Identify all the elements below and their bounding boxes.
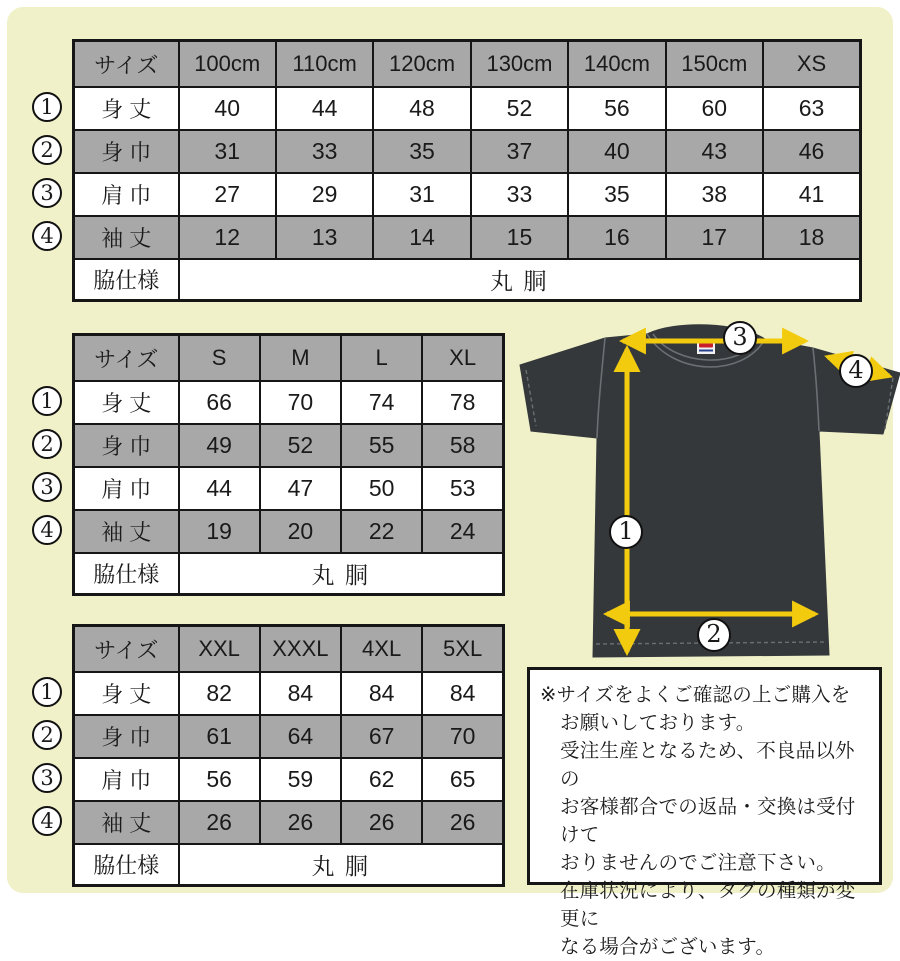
size-value-cell: 35 bbox=[568, 173, 665, 216]
size-value-cell: 56 bbox=[179, 758, 260, 801]
column-header: 120cm bbox=[373, 41, 470, 88]
size-header: サイズ bbox=[74, 626, 179, 673]
column-header: 140cm bbox=[568, 41, 665, 88]
row-label: 身 丈 bbox=[74, 672, 179, 715]
size-value-cell: 24 bbox=[422, 510, 503, 553]
size-value-cell: 13 bbox=[276, 216, 373, 259]
measure-marker-1: 1 bbox=[32, 386, 62, 416]
footer-value: 丸 胴 bbox=[179, 259, 861, 300]
measure-marker-1: 1 bbox=[32, 92, 62, 122]
size-value-cell: 40 bbox=[568, 130, 665, 173]
row-label: 身 巾 bbox=[74, 130, 179, 173]
size-value-cell: 49 bbox=[179, 424, 260, 467]
size-value-cell: 15 bbox=[471, 216, 568, 259]
measure-marker-3: 3 bbox=[32, 763, 62, 793]
column-header: L bbox=[341, 335, 422, 382]
size-value-cell: 63 bbox=[763, 87, 860, 130]
row-label: 袖 丈 bbox=[74, 216, 179, 259]
size-value-cell: 38 bbox=[666, 173, 763, 216]
footer-label: 脇仕様 bbox=[74, 259, 179, 300]
footer-value: 丸 胴 bbox=[179, 553, 504, 594]
size-value-cell: 14 bbox=[373, 216, 470, 259]
note-line: お客様都合での返品・交換は受付けて bbox=[560, 796, 856, 846]
column-header: XL bbox=[422, 335, 503, 382]
column-header: S bbox=[179, 335, 260, 382]
size-value-cell: 55 bbox=[341, 424, 422, 467]
note-line: なる場合がございます。 bbox=[560, 936, 776, 958]
size-value-cell: 44 bbox=[179, 467, 260, 510]
size-value-cell: 33 bbox=[276, 130, 373, 173]
size-value-cell: 82 bbox=[179, 672, 260, 715]
footer-label: 脇仕様 bbox=[74, 553, 179, 594]
size-value-cell: 84 bbox=[341, 672, 422, 715]
size-value-cell: 52 bbox=[471, 87, 568, 130]
size-value-cell: 62 bbox=[341, 758, 422, 801]
size-value-cell: 60 bbox=[666, 87, 763, 130]
size-value-cell: 46 bbox=[763, 130, 860, 173]
column-header: 110cm bbox=[276, 41, 373, 88]
size-value-cell: 33 bbox=[471, 173, 568, 216]
row-label: 肩 巾 bbox=[74, 758, 179, 801]
size-value-cell: 26 bbox=[341, 801, 422, 844]
diagram-marker-4: 4 bbox=[839, 354, 873, 388]
size-value-cell: 70 bbox=[260, 381, 341, 424]
size-value-cell: 65 bbox=[422, 758, 503, 801]
column-header: M bbox=[260, 335, 341, 382]
size-value-cell: 20 bbox=[260, 510, 341, 553]
note-line: 受注生産となるため、不良品以外の bbox=[560, 740, 855, 790]
diagram-marker-2: 2 bbox=[697, 618, 731, 652]
size-value-cell: 66 bbox=[179, 381, 260, 424]
footer-value: 丸 胴 bbox=[179, 844, 504, 885]
measure-marker-4: 4 bbox=[32, 221, 62, 251]
size-value-cell: 40 bbox=[179, 87, 276, 130]
size-value-cell: 26 bbox=[422, 801, 503, 844]
size-value-cell: 58 bbox=[422, 424, 503, 467]
size-header: サイズ bbox=[74, 41, 179, 88]
size-value-cell: 26 bbox=[260, 801, 341, 844]
size-value-cell: 56 bbox=[568, 87, 665, 130]
measure-marker-3: 3 bbox=[32, 178, 62, 208]
size-value-cell: 29 bbox=[276, 173, 373, 216]
row-label: 身 巾 bbox=[74, 715, 179, 758]
diagram-marker-3: 3 bbox=[723, 321, 757, 355]
size-value-cell: 41 bbox=[763, 173, 860, 216]
size-value-cell: 22 bbox=[341, 510, 422, 553]
row-label: 身 巾 bbox=[74, 424, 179, 467]
size-value-cell: 52 bbox=[260, 424, 341, 467]
size-value-cell: 48 bbox=[373, 87, 470, 130]
size-value-cell: 47 bbox=[260, 467, 341, 510]
size-value-cell: 31 bbox=[373, 173, 470, 216]
size-chart-infographic bbox=[7, 7, 893, 958]
size-value-cell: 12 bbox=[179, 216, 276, 259]
size-value-cell: 17 bbox=[666, 216, 763, 259]
measure-marker-2: 2 bbox=[32, 135, 62, 165]
size-value-cell: 16 bbox=[568, 216, 665, 259]
row-label: 袖 丈 bbox=[74, 801, 179, 844]
size-value-cell: 59 bbox=[260, 758, 341, 801]
row-label: 身 丈 bbox=[74, 87, 179, 130]
column-header: XS bbox=[763, 41, 860, 88]
row-label: 肩 巾 bbox=[74, 173, 179, 216]
size-value-cell: 19 bbox=[179, 510, 260, 553]
column-header: XXL bbox=[179, 626, 260, 673]
row-label: 身 丈 bbox=[74, 381, 179, 424]
note-line: 在庫状況により、タグの種類が変更に bbox=[560, 880, 856, 930]
measure-marker-3: 3 bbox=[32, 472, 62, 502]
size-value-cell: 61 bbox=[179, 715, 260, 758]
size-value-cell: 67 bbox=[341, 715, 422, 758]
measure-marker-2: 2 bbox=[32, 429, 62, 459]
size-value-cell: 84 bbox=[260, 672, 341, 715]
note-line: おりませんのでご注意下さい。 bbox=[560, 852, 836, 874]
size-value-cell: 43 bbox=[666, 130, 763, 173]
size-value-cell: 44 bbox=[276, 87, 373, 130]
row-label: 肩 巾 bbox=[74, 467, 179, 510]
column-header: 100cm bbox=[179, 41, 276, 88]
size-value-cell: 31 bbox=[179, 130, 276, 173]
measure-marker-1: 1 bbox=[32, 677, 62, 707]
measure-marker-4: 4 bbox=[32, 806, 62, 836]
size-value-cell: 18 bbox=[763, 216, 860, 259]
column-header: 130cm bbox=[471, 41, 568, 88]
size-value-cell: 50 bbox=[341, 467, 422, 510]
size-value-cell: 27 bbox=[179, 173, 276, 216]
row-label: 袖 丈 bbox=[74, 510, 179, 553]
footer-label: 脇仕様 bbox=[74, 844, 179, 885]
column-header: XXXL bbox=[260, 626, 341, 673]
size-value-cell: 35 bbox=[373, 130, 470, 173]
size-value-cell: 78 bbox=[422, 381, 503, 424]
size-value-cell: 26 bbox=[179, 801, 260, 844]
column-header: 4XL bbox=[341, 626, 422, 673]
measure-marker-4: 4 bbox=[32, 515, 62, 545]
column-header: 150cm bbox=[666, 41, 763, 88]
column-header: 5XL bbox=[422, 626, 503, 673]
note-line: お願いしております。 bbox=[560, 712, 756, 734]
size-value-cell: 37 bbox=[471, 130, 568, 173]
size-value-cell: 53 bbox=[422, 467, 503, 510]
size-value-cell: 70 bbox=[422, 715, 503, 758]
size-value-cell: 84 bbox=[422, 672, 503, 715]
purchase-note-box bbox=[527, 667, 882, 958]
diagram-marker-1: 1 bbox=[609, 515, 643, 549]
measure-marker-2: 2 bbox=[32, 720, 62, 750]
note-line: ※サイズをよくご確認の上ご購入を bbox=[540, 684, 851, 706]
size-value-cell: 74 bbox=[341, 381, 422, 424]
size-header: サイズ bbox=[74, 335, 179, 382]
size-value-cell: 64 bbox=[260, 715, 341, 758]
